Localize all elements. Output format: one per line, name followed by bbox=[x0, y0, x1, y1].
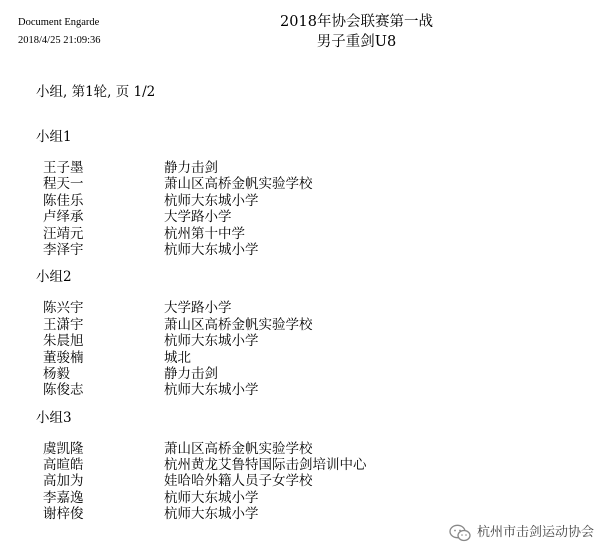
fencer-row bbox=[36, 333, 596, 349]
fencer-row bbox=[36, 350, 596, 366]
fencer-row bbox=[36, 457, 596, 473]
fencer-name: 陈佳乐 bbox=[43, 192, 84, 209]
fencer-row bbox=[36, 160, 596, 176]
fencer-name: 虞凯隆 bbox=[43, 440, 84, 457]
fencer-name: 李泽宇 bbox=[43, 241, 84, 258]
fencer-name: 卢绎承 bbox=[43, 209, 84, 226]
fencer-club: 大学路小学 bbox=[164, 300, 232, 317]
fencer-row bbox=[36, 317, 596, 333]
fencer-name: 李嘉逸 bbox=[43, 489, 84, 506]
fencer-name: 董骏楠 bbox=[43, 349, 84, 366]
fencer-club: 萧山区高桥金帆实验学校 bbox=[164, 316, 313, 333]
fencer-row bbox=[36, 193, 596, 209]
fencer-club: 城北 bbox=[164, 349, 191, 366]
fencer-name: 高加为 bbox=[43, 473, 84, 490]
wechat-watermark bbox=[449, 524, 594, 542]
fencer-name: 汪靖元 bbox=[43, 225, 84, 242]
fencer-club: 静力击剑 bbox=[164, 365, 218, 382]
print-datetime: 2018/4/25 21:09:36 bbox=[18, 35, 101, 46]
pool-title: 小组1 bbox=[36, 129, 72, 145]
fencer-club: 静力击剑 bbox=[164, 160, 218, 176]
pool-list bbox=[36, 128, 596, 533]
fencer-name: 程天一 bbox=[43, 176, 84, 193]
fencer-name: 陈俊志 bbox=[43, 382, 84, 399]
event-title: 2018年协会联赛第一战 bbox=[280, 14, 433, 30]
fencer-name: 陈兴宇 bbox=[43, 300, 84, 317]
fencer-row bbox=[36, 209, 596, 225]
pool-title: 小组3 bbox=[36, 409, 72, 426]
fencer-club: 杭师大东城小学 bbox=[164, 382, 259, 399]
round-info: 小组, 第1轮, 页 1/2 bbox=[36, 84, 156, 100]
pool-title: 小组2 bbox=[36, 269, 72, 286]
fencer-row bbox=[36, 382, 596, 398]
document-header-title bbox=[0, 12, 608, 52]
fencer-row bbox=[36, 300, 596, 316]
fencer-name: 朱晨旭 bbox=[43, 333, 84, 350]
fencer-name: 谢梓俊 bbox=[43, 506, 84, 523]
fencer-club: 杭师大东城小学 bbox=[164, 506, 259, 523]
fencer-club: 杭州黄龙艾鲁特国际击剑培训中心 bbox=[164, 457, 367, 474]
fencer-club: 杭师大东城小学 bbox=[164, 192, 259, 209]
pool-section bbox=[36, 128, 596, 258]
fencer-name: 高暄皓 bbox=[43, 457, 84, 474]
fencer-row bbox=[36, 366, 596, 382]
fencer-row bbox=[36, 226, 596, 242]
fencer-club: 杭州第十中学 bbox=[164, 225, 245, 242]
fencer-row bbox=[36, 242, 596, 258]
fencer-club: 杭师大东城小学 bbox=[164, 489, 259, 506]
event-category: 男子重剑U8 bbox=[316, 34, 397, 50]
fencer-row bbox=[36, 441, 596, 457]
fencer-club: 杭师大东城小学 bbox=[164, 333, 259, 350]
fencer-row bbox=[36, 490, 596, 506]
fencer-club: 娃哈哈外籍人员子女学校 bbox=[164, 473, 313, 490]
fencer-club: 萧山区高桥金帆实验学校 bbox=[164, 440, 313, 457]
fencer-club: 萧山区高桥金帆实验学校 bbox=[164, 176, 313, 193]
fencer-row bbox=[36, 176, 596, 192]
fencer-club: 大学路小学 bbox=[164, 209, 232, 226]
watermark-text: 杭州市击剑运动协会 bbox=[476, 525, 594, 540]
fencer-row bbox=[36, 506, 596, 522]
fencer-name: 杨毅 bbox=[43, 365, 70, 382]
fencer-name: 王潇宇 bbox=[43, 316, 84, 333]
wechat-icon bbox=[449, 524, 471, 542]
pool-section bbox=[36, 268, 596, 398]
fencer-club: 杭师大东城小学 bbox=[164, 241, 259, 258]
pool-section bbox=[36, 409, 596, 523]
software-name: Document Engarde bbox=[18, 17, 100, 28]
fencer-name: 王子墨 bbox=[43, 160, 84, 176]
fencer-row bbox=[36, 473, 596, 489]
